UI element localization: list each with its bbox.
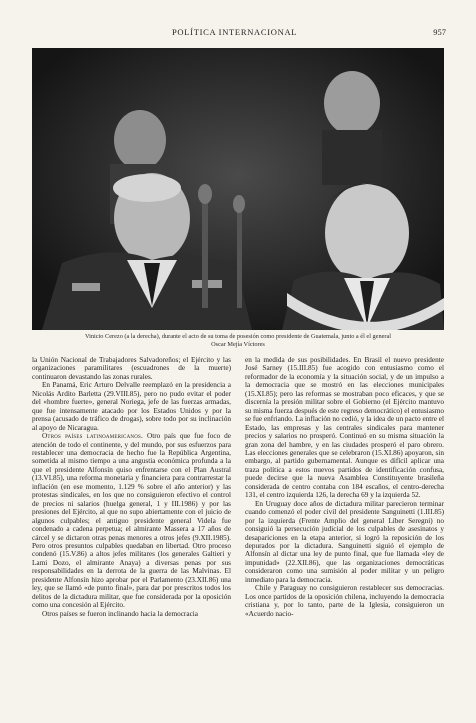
paragraph: Chile y Paraguay no consiguieron restablecer sus democracias. Los once partidos de la oposición chilena, incluyendo la democracia cristiana y, por lo tanto, parte de la Iglesia, consiguieron un «Acuerdo nacio- [245,584,444,618]
paragraph [32,432,231,610]
caption-line-2: Oscar Mejía Víctores [211,340,265,348]
photograph-icon [32,48,444,330]
paragraph: En Panamá, Eric Arturo Delvalle reemplazó en la presidencia a Nicolás Ardito Barletta (29.VIII.85), pero no pudo evitar el poder del «hombre fuerte», general Noriega, jefe de las fuerzas armadas, que fue intensamente atacado por los Estados Unidos y por la prensa (acusado de tráfico de drogas), sobre todo por su inclinación al apoyo de Nicaragua. [32,381,231,432]
photo-caption [32,333,444,348]
paragraph-text: Otro país que fue foco de atención de todo el continente, y del mundo, por sus esfuerzos para restablecer una democracia de hecho fue la República Argentina, sometida al mismo tiempo a una angustia económica profunda a la que el presidente Alfonsín quiso enfrentarse con el Plan Austral (13.VI.85), una reforma monetaria y financiera para contrarrestar la inflación (en ese momento, 1.129 % sobre el año anterior) y las protestas sindicales, en los que no consiguieron efectivo el control de precios ni salarios (huelga general, 1 y III.1986) y por las presiones del Ejército, al que no supo abiertamente con el juicio de algunos culpables; el antiguo presidente general Videla fue condenado a cadena perpetua; el almirante Massera a 17 años de cárcel y se dictaron otras penas menores a otros jefes (9.XII.1985). Pero otros presuntos culpables quedaban en libertad. Otro proceso condenó (15.V.86) a altos jefes militares (los generales Galtieri y Lami Dozo, el almirante Anaya) a diversas penas por sus responsabilidades en la derrota de la guerra de las Malvinas. El presidente Alfonsín hizo aprobar por el Parlamento (23.XII.86) una ley, que se llamó «de punto final», para dar por prescritos todos los delitos de la dictadura militar, que fue considerada por la oposición como una concesión al Ejército. [32,432,232,610]
paragraph: la Unión Nacional de Trabajadores Salvadoreños; el Ejército y las organizaciones paramilitares (escuadrones de la muerte) continuaron devastando las zonas rurales. [32,356,231,381]
paragraph: en la medida de sus posibilidades. En Brasil el nuevo presidente José Sarney (15.III.85) fue acogido con entusiasmo como el reformador de la economía y la situación social, y de un impulso a la democracia que se mostró en las elecciones municipales (15.XI.85); pero las reformas se mostraban poco eficaces, y que se discernía la presión militar sobre el Gobierno (el Ejército mantuvo su misma fuerza después de este regreso democrático) el entusiasmo se fue enfriando. La inflación no cedió, y la idea de un pacto entre el Estado, las empresas y las centrales sindicales para mantener precios y salarios no prosperó. Continuó en su misma situación la gran zona del hambre, y en las ciudades prosperó el paro obrero. Las elecciones generales que se celebraron (15.XI.86) apoyaron, sin embargo, al partido gubernamental. Aunque es difícil aplicar una traza política a estos nuevos partidos de identificación confusa, puede decirse que la nueva Asamblea Constituyente brasileña considerada de centro contaba con 184 escaños, el centro-derecha 131, el centro izquierda 126, la derecha 69 y la izquierda 52. [245,356,444,500]
section-heading: Otros países latinoamericanos. [42,432,144,441]
running-title: POLÍTICA INTERNACIONAL [172,27,298,37]
paragraph: Otros países se fueron inclinando hacia la democracia [42,609,199,618]
page-number: 957 [433,27,446,37]
page-header [30,24,446,40]
right-column [245,356,444,618]
paragraph: En Uruguay doce años de dictadura militar parecieron terminar cuando comenzó el poder civil del presidente Sanguinetti (1.III.85) por la izquierda (Frente Amplio del general Líber Seregni) no consiguió la persecución judicial de los culpables de asesinatos y desapariciones en la etapa anterior, si logró la reposición de los depurados por la dictadura. Sanguinetti siguió el ejemplo de Alfonsín al dictar una ley de punto final, que fue llamada «ley de impunidad» (22.XII.86), que las organizaciones democráticas consideraron como una sumisión al poder militar y un peligro inmediato para la democracia. [245,499,444,584]
left-column [32,356,231,618]
caption-line-1: Vinicio Cerezo (a la derecha), durante el acto de su toma de posesión como presidente de Guatemala, junto a él el general [84,333,392,340]
news-photograph [32,48,444,330]
